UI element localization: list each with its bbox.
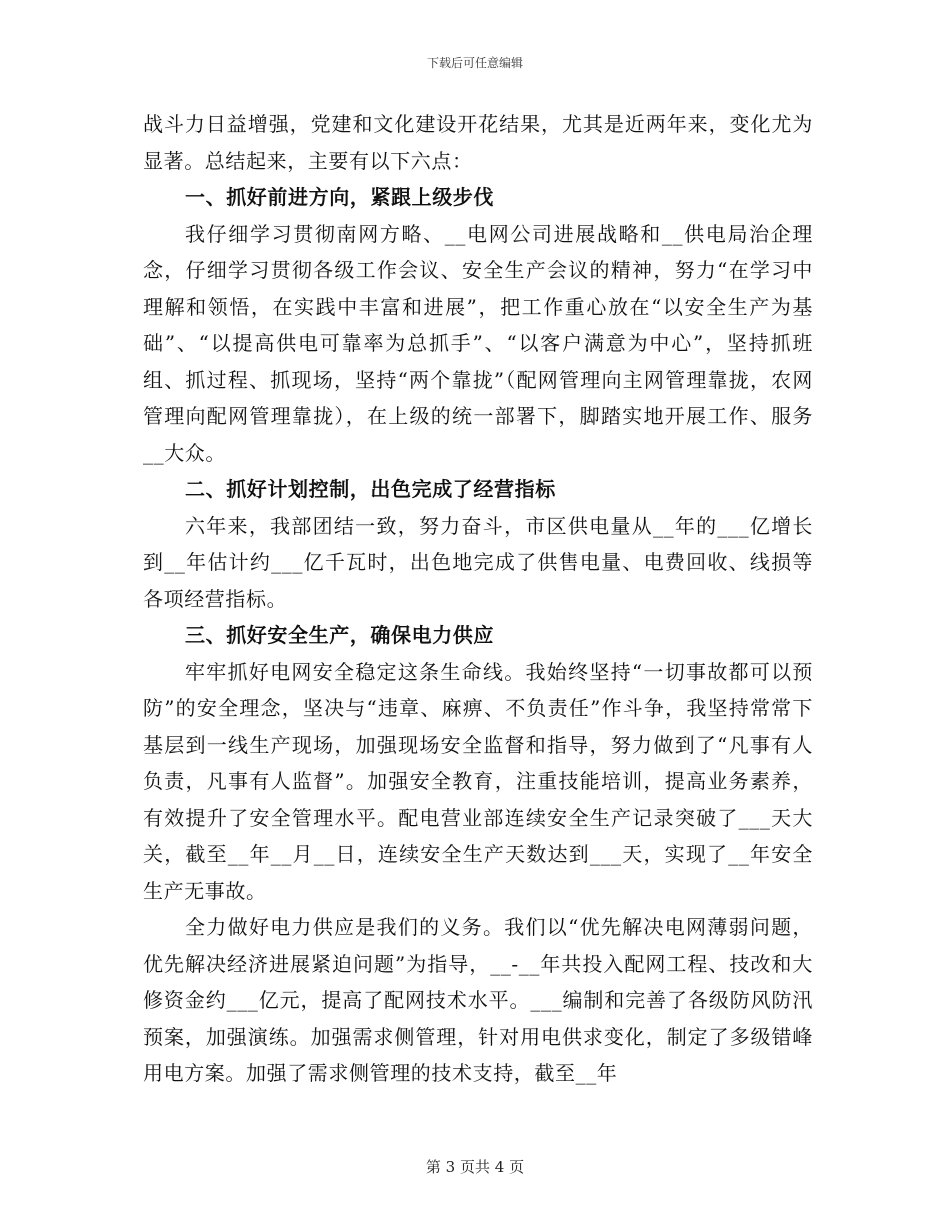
section-1-heading: 一、抓好前进方向，紧跟上级步伐 [185,185,494,209]
page-number-footer: 第 3 页共 4 页 [425,1158,525,1176]
document-body [143,106,813,1092]
section-2-paragraph: 六年来，我部团结一致，努力奋斗，市区供电量从__年的___亿增长到__年估计约___亿千瓦时，出色地完成了供售电量、电费回收、线损等各项经营指标。 [143,513,813,611]
section-2-heading: 二、抓好计划控制，出色完成了经营指标 [185,477,556,501]
page-header-note: 下载后可任意编辑 [426,56,523,70]
section-3-heading: 三、抓好安全生产，确保电力供应 [185,623,494,647]
section-3-paragraph-1: 牢牢抓好电网安全稳定这条生命线。我始终坚持“一切事故都可以预防”的安全理念，坚决与“违章、麻痹、不负责任”作斗争，我坚持常常下基层到一线生产现场，加强现场安全监督和指导，努力做到了“凡事有人负责，凡事有人监督”。加强安全教育，注重技能培训，提高业务素养，有效提升了安全管理水平。配电营业部连续安全生产记录突破了___天大关，截至__年__月__日，连续安全生产天数达到___天，实现了__年安全生产无事故。 [143,659,813,903]
section-1-paragraph: 我仔细学习贯彻南网方略、__电网公司进展战略和__供电局治企理念，仔细学习贯彻各级工作会议、安全生产会议的精神，努力“在学习中理解和领悟，在实践中丰富和进展”，把工作重心放在“以安全生产为基础”、“以提高供电可靠率为总抓手”、“以客户满意为中心”，坚持抓班组、抓过程、抓现场，坚持“两个靠拢”（配网管理向主网管理靠拢，农网管理向配网管理靠拢），在上级的统一部署下，脚踏实地开展工作、服务__大众。 [143,221,813,465]
intro-paragraph: 战斗力日益增强，党建和文化建设开花结果，尤其是近两年来，变化尤为显著。总结起来，主要有以下六点： [143,112,813,173]
section-3-paragraph-2: 全力做好电力供应是我们的义务。我们以“优先解决电网薄弱问题，优先解决经济进展紧迫问题”为指导，__-__年共投入配网工程、技改和大修资金约___亿元，提高了配网技术水平。___编制和完善了各级防风防汛预案，加强演练。加强需求侧管理，针对用电供求变化，制定了多级错峰用电方案。加强了需求侧管理的技术支持，截至__年 [143,915,813,1085]
